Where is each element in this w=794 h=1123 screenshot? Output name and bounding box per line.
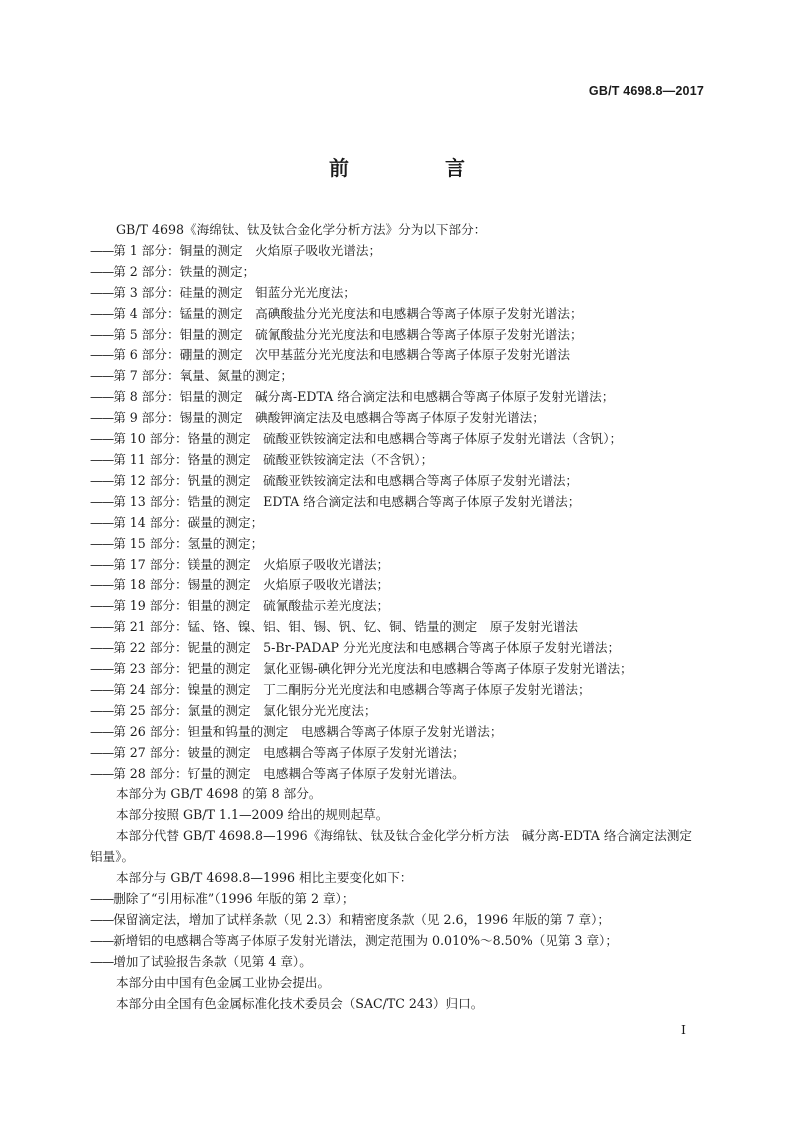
part-list-item	[90, 366, 704, 387]
list-item-text: 第 6 部分：硼量的测定 次甲基蓝分光光度法和电感耦合等离子体原子发射光谱法	[113, 347, 570, 363]
page-title: 前 言	[329, 156, 503, 180]
part-list-item	[90, 345, 704, 366]
list-item-text: 第 7 部分：氧量、氮量的测定；	[113, 368, 293, 384]
list-item-text: 第 15 部分：氢量的测定；	[113, 535, 264, 551]
part-list-item	[90, 304, 704, 325]
dash-marker: ——	[90, 451, 114, 467]
dash-marker: ——	[90, 598, 114, 614]
part-list-item	[90, 534, 704, 555]
dash-marker: ——	[90, 305, 114, 321]
change-list-item	[90, 931, 704, 952]
part-list-item	[90, 387, 704, 408]
dash-marker: ——	[90, 326, 114, 342]
foreword-body	[90, 220, 704, 1014]
dash-marker: ——	[90, 263, 114, 279]
parts-list	[90, 241, 704, 785]
list-item-text: 第 11 部分：铬量的测定 硫酸亚铁铵滴定法（不含钒）；	[113, 451, 434, 467]
part-list-item	[90, 680, 704, 701]
list-item-text: 第 27 部分：铍量的测定 电感耦合等离子体原子发射光谱法；	[113, 744, 465, 760]
dash-marker: ——	[90, 556, 114, 572]
page-number: I	[681, 1022, 686, 1037]
dash-marker: ——	[90, 284, 114, 300]
part-list-item	[90, 659, 704, 680]
dash-marker: ——	[90, 744, 114, 760]
dash-marker: ——	[90, 891, 114, 906]
list-item-text: 第 12 部分：钒量的测定 硫酸亚铁铵滴定法和电感耦合等离子体原子发射光谱法；	[113, 472, 579, 488]
dash-marker: ——	[90, 911, 114, 927]
dash-marker: ——	[90, 765, 114, 781]
part-list-item	[90, 492, 704, 513]
dash-marker: ——	[90, 514, 114, 530]
dash-marker: ——	[90, 368, 114, 384]
change-list-item	[90, 910, 704, 931]
list-item-text: 保留滴定法，增加了试样条款（见 2.3）和精密度条款（见 2.6，1996 年版的第 7 章）；	[113, 911, 611, 927]
dash-marker: ——	[90, 619, 114, 635]
dash-marker: ——	[90, 723, 114, 739]
part-list-item	[90, 408, 704, 429]
list-item-text: 第 4 部分：锰量的测定 高碘酸盐分光光度法和电感耦合等离子体原子发射光谱法；	[113, 305, 583, 321]
part-list-item	[90, 575, 704, 596]
paragraph-changes-intro: 本部分与 GB/T 4698.8—1996 相比主要变化如下：	[116, 870, 413, 886]
list-item-text: 第 10 部分：铬量的测定 硫酸亚铁铵滴定法和电感耦合等离子体原子发射光谱法（含钒）；	[113, 431, 623, 447]
list-item-text: 第 8 部分：铝量的测定 碱分离-EDTA 络合滴定法和电感耦合等离子体原子发射光谱法；	[113, 389, 615, 405]
dash-marker: ——	[90, 640, 114, 656]
list-item-text: 第 13 部分：锆量的测定 EDTA 络合滴定法和电感耦合等离子体原子发射光谱法；	[113, 493, 581, 509]
dash-marker: ——	[90, 410, 114, 426]
part-list-item	[90, 617, 704, 638]
list-item-text: 第 3 部分：硅量的测定 钼蓝分光光度法；	[113, 284, 356, 300]
dash-marker: ——	[90, 535, 114, 551]
list-item-text: 删除了“引用标准”（1996 年版的第 2 章）；	[113, 891, 355, 906]
part-list-item	[90, 262, 704, 283]
part-list-item	[90, 325, 704, 346]
change-list-item	[90, 952, 704, 973]
paragraph-proposed-by: 本部分由中国有色金属工业协会提出。	[116, 974, 331, 990]
part-list-item	[90, 596, 704, 617]
part-list-item	[90, 471, 704, 492]
part-list-item	[90, 450, 704, 471]
dash-marker: ——	[90, 347, 114, 363]
part-list-item	[90, 429, 704, 450]
part-list-item	[90, 283, 704, 304]
part-list-item	[90, 722, 704, 743]
part-list-item	[90, 743, 704, 764]
dash-marker: ——	[90, 681, 114, 697]
part-list-item	[90, 555, 704, 576]
changes-list	[90, 889, 704, 973]
standard-code: GB/T 4698.8—2017	[588, 84, 704, 98]
list-item-text: 第 5 部分：钼量的测定 硫氰酸盐分光光度法和电感耦合等离子体原子发射光谱法；	[113, 326, 583, 342]
paragraph-part-number: 本部分为 GB/T 4698 的第 8 部分。	[116, 786, 322, 802]
dash-marker: ——	[90, 493, 114, 509]
dash-marker: ——	[90, 389, 114, 405]
list-item-text: 第 22 部分：铌量的测定 5-Br-PADAP 分光光度法和电感耦合等离子体原子发射光谱法；	[113, 640, 621, 656]
dash-marker: ——	[90, 472, 114, 488]
list-item-text: 第 19 部分：钼量的测定 硫氰酸盐示差光度法；	[113, 598, 390, 614]
list-item-text: 第 1 部分：铜量的测定 火焰原子吸收光谱法；	[113, 242, 382, 258]
part-list-item	[90, 638, 704, 659]
intro-paragraph: GB/T 4698《海绵钛、钛及钛合金化学分析方法》分为以下部分：	[116, 222, 487, 237]
dash-marker: ——	[90, 661, 114, 677]
list-item-text: 第 9 部分：锡量的测定 碘酸钾滴定法及电感耦合等离子体原子发射光谱法；	[113, 410, 545, 426]
list-item-text: 新增铝的电感耦合等离子体原子发射光谱法，测定范围为 0.010%～8.50%（见第 3 章）；	[113, 932, 618, 948]
change-list-item	[90, 889, 704, 910]
dash-marker: ——	[90, 242, 114, 258]
dash-marker: ——	[90, 431, 114, 447]
list-item-text: 第 2 部分：铁量的测定；	[113, 263, 256, 279]
dash-marker: ——	[90, 953, 114, 969]
list-item-text: 第 18 部分：锡量的测定 火焰原子吸收光谱法；	[113, 577, 390, 593]
paragraph-replaces: 本部分代替 GB/T 4698.8—1996《海绵钛、钛及钛合金化学分析方法 碱分离-EDTA 络合滴定法测定铝量》。	[90, 828, 693, 865]
list-item-text: 第 25 部分：氯量的测定 氯化银分光光度法；	[113, 702, 377, 718]
list-item-text: 第 26 部分：钽量和钨量的测定 电感耦合等离子体原子发射光谱法；	[113, 723, 503, 739]
dash-marker: ——	[90, 932, 114, 948]
list-item-text: 第 21 部分：锰、铬、镍、铝、钼、锡、钒、钇、铜、锆量的测定 原子发射光谱法	[113, 619, 579, 635]
part-list-item	[90, 701, 704, 722]
list-item-text: 增加了试验报告条款（见第 4 章）。	[113, 953, 312, 969]
dash-marker: ——	[90, 577, 114, 593]
part-list-item	[90, 764, 704, 785]
dash-marker: ——	[90, 702, 114, 718]
list-item-text: 第 14 部分：碳量的测定；	[113, 514, 264, 530]
list-item-text: 第 24 部分：镍量的测定 丁二酮肟分光光度法和电感耦合等离子体原子发射光谱法；	[113, 681, 591, 697]
part-list-item	[90, 513, 704, 534]
list-item-text: 第 28 部分：钌量的测定 电感耦合等离子体原子发射光谱法。	[113, 765, 465, 781]
part-list-item	[90, 241, 704, 262]
paragraph-drafting-rules: 本部分按照 GB/T 1.1—2009 给出的规则起草。	[116, 807, 389, 823]
list-item-text: 第 17 部分：镁量的测定 火焰原子吸收光谱法；	[113, 556, 390, 572]
list-item-text: 第 23 部分：钯量的测定 氯化亚锡-碘化钾分光光度法和电感耦合等离子体原子发射光谱法；	[113, 661, 633, 677]
paragraph-under-jurisdiction: 本部分由全国有色金属标准化技术委员会（SAC/TC 243）归口。	[116, 995, 484, 1011]
